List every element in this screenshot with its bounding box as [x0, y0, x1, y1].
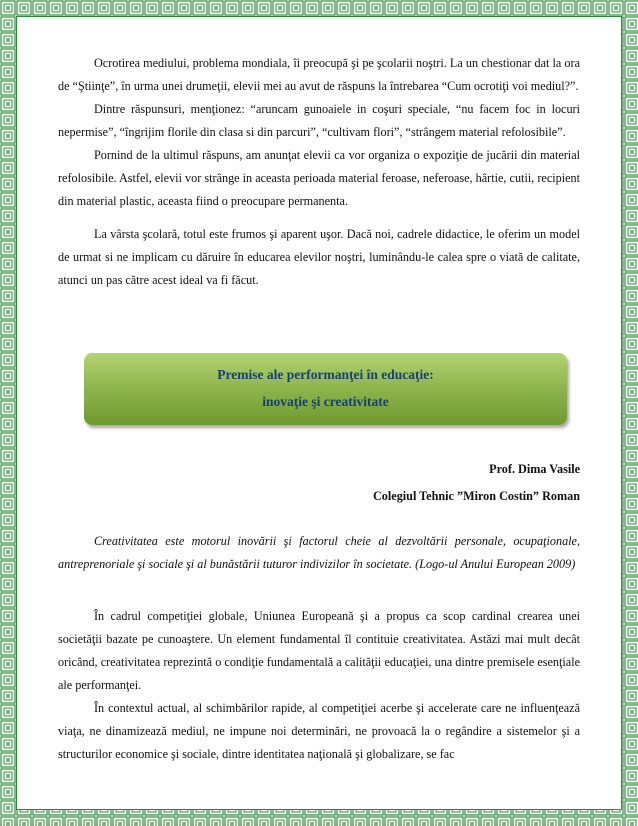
paragraph: Pornind de la ultimul răspuns, am anunţat elevii ca vor organiza o expoziţie de jucării din material refolosibile. Astfel, elevii vor strânge in aceasta perioada material feroase, neferoase, hârtie, cutii, recipient din material plastic, aceasta fiind o preocupare permanenta. [58, 148, 580, 208]
author-name: Prof. Dima Vasile [489, 462, 580, 476]
paragraph: În contextul actual, al schimbărilor rapide, al competiţiei acerbe şi accelerate care ne influenţează viaţa, ne dinamizează mediul, ne impune noi determinări, ne provoacă la o regândire a sistemelor şi a structurilor economice şi sociale, dintre identitatea naţională şi globalizare, se fac [58, 701, 580, 761]
article-body [58, 605, 580, 766]
paragraph: Dintre răspunsuri, menţionez: “aruncam gunoaiele in coşuri speciale, “nu facem foc in locuri nepermise”, “îngrijim florile din clasa si din parcuri”, “cultivam flori”, “strângem material refolosibile”. [58, 102, 580, 139]
article-title-banner [84, 353, 567, 425]
author-school: Colegiul Tehnic ”Miron Costin” Roman [373, 489, 580, 503]
banner-title-line1: Premise ale performanţei în educaţie: [217, 367, 434, 382]
paragraph: Ocrotirea mediului, problema mondiala, îi preocupă şi pe şcolarii noştri. La un chestionar dat la ora de “Ştiinţe”, în urma unei drumeţii, elevii mei au avut de răspuns la întrebarea “Cum ocrotiţi voi mediul?”. [58, 56, 580, 93]
paragraph: În cadrul competiţiei globale, Uniunea Europeană şi a propus ca scop cardinal crearea unei societăţii bazate pe cunoaştere. Un element fundamental îl contituie creativitatea. Astăzi mai mult decât oricând, creativitatea reprezintă o condiţie fundamentală a calităţii educaţiei, una dintre premisele esenţiale ale performanţei. [58, 609, 580, 692]
banner-title-line2: inovaţie şi creativitate [262, 394, 389, 409]
epigraph-quote [58, 530, 580, 576]
quote-text: Creativitatea este motorul inovării şi factorul cheie al dezvoltării personale, ocupaţionale, antreprenoriale şi sociale şi al bunăstării tuturor indivizilor în societate. (Logo-ul Anului European 2009) [58, 534, 580, 571]
paragraph: La vârsta şcolară, totul este frumos şi aparent uşor. Dacă noi, cadrele didactice, le oferim un model de urmat si ne implicam cu dăruire în educarea elevilor noştri, luminându-le calea spre o viată de calitate, atunci un pas către acest ideal va fi făcut. [58, 227, 580, 287]
intro-section [58, 52, 580, 292]
